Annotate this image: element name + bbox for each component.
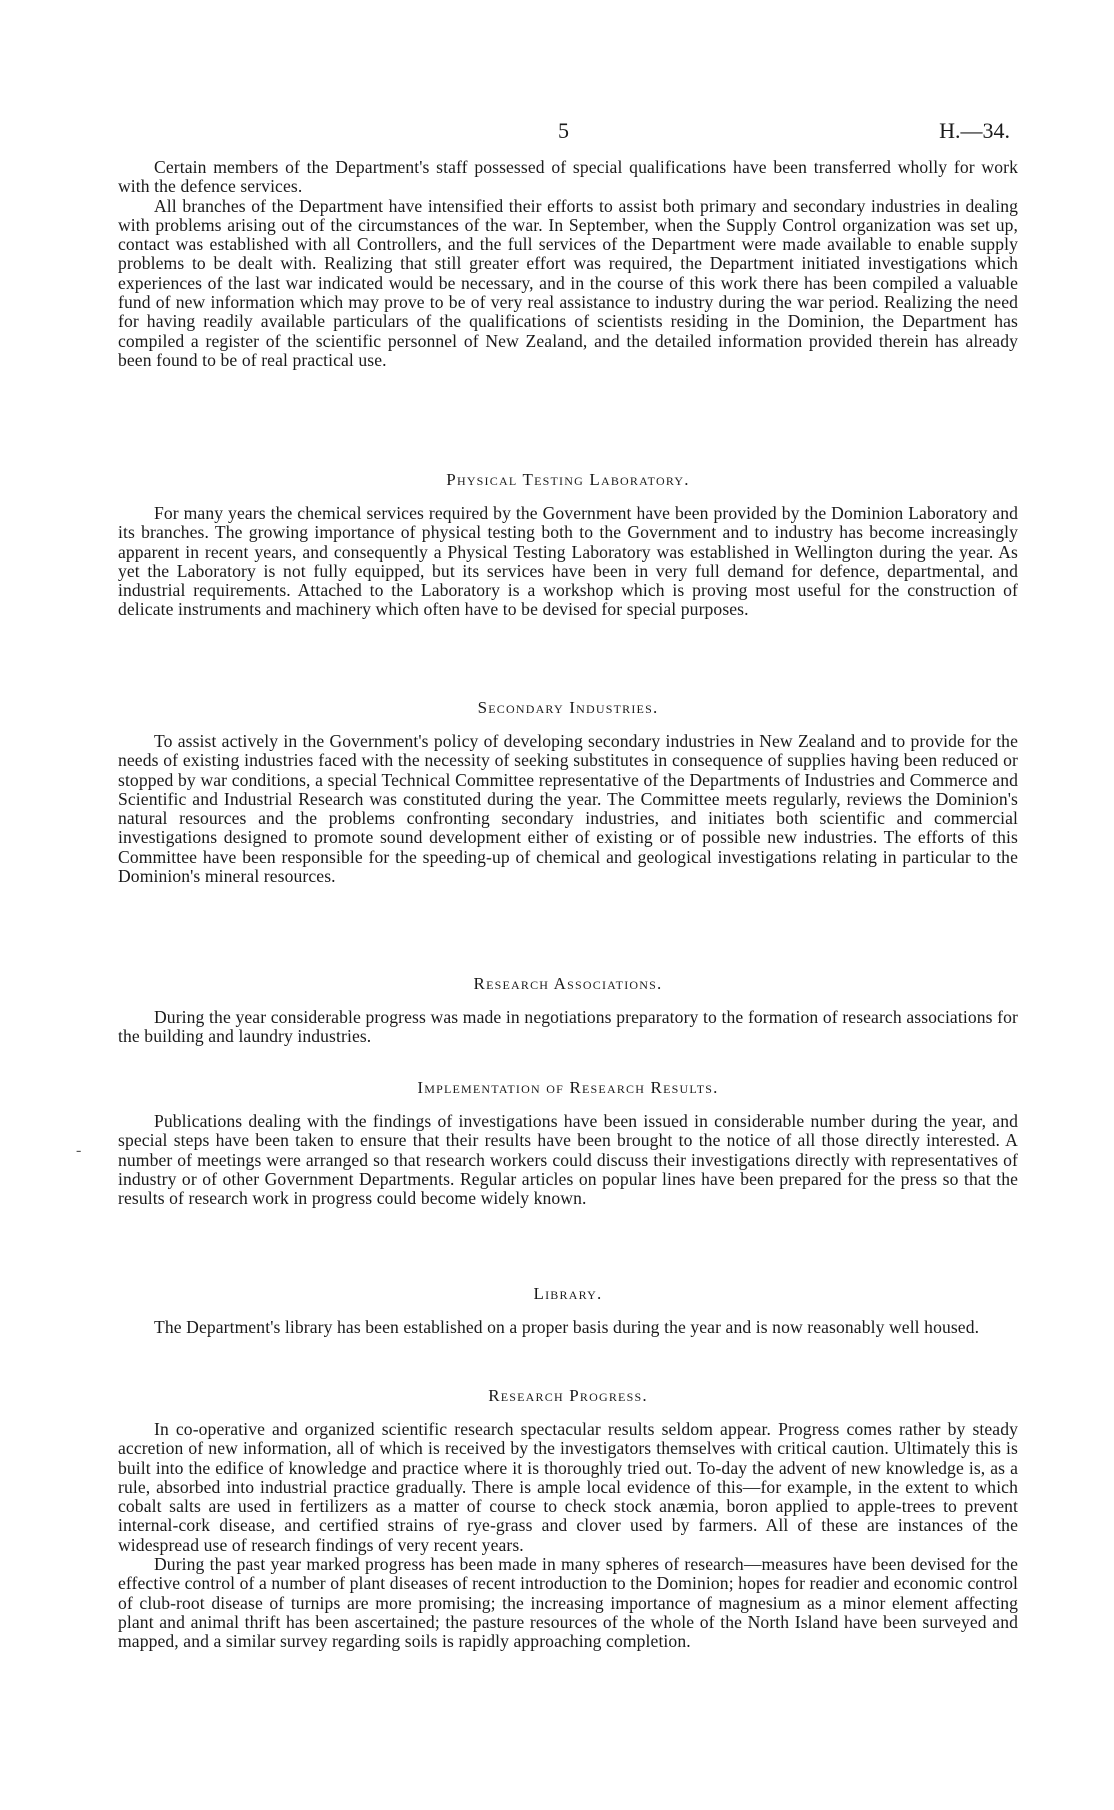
section-heading: Library. <box>533 1284 603 1303</box>
section-library <box>118 1284 1018 1337</box>
section-paragraph: During the year considerable progress was made in negotiations preparatory to the formation of research associations for the building and laundry industries. <box>118 1007 1018 1047</box>
section-paragraph: For many years the chemical services required by the Government have been provided by the Dominion Laboratory and its branches. The growing importance of physical testing both to the Government and to industry has become increasingly apparent in recent years, and consequently a Physical Testing Laboratory was established in Wellington during the year. As yet the Laboratory is not fully equipped, but its services have been in very full demand for defence, departmental, and industrial requirements. Attached to the Laboratory is a workshop which is proving most useful for the construction of delicate instruments and machinery which often have to be devised for special purposes. <box>118 503 1018 620</box>
section-research-progress <box>118 1386 1018 1652</box>
section-heading: Physical Testing Laboratory. <box>446 470 690 489</box>
section-heading: Implementation of Research Results. <box>417 1078 719 1097</box>
section-physical-testing-laboratory <box>118 470 1018 620</box>
section-research-associations <box>118 974 1018 1047</box>
section-heading: Research Progress. <box>488 1386 648 1405</box>
document-reference: H.—34. <box>939 118 1010 143</box>
section-implementation-of-research-results <box>118 1078 1018 1208</box>
section-heading: Research Associations. <box>473 974 663 993</box>
document-page <box>118 118 1018 1652</box>
section-heading: Secondary Industries. <box>477 698 659 717</box>
margin-mark: - <box>76 1142 82 1159</box>
section-secondary-industries <box>118 698 1018 886</box>
page-header <box>118 118 1018 158</box>
section-paragraph: To assist actively in the Government's policy of developing secondary industries in New Zealand and to provide for the needs of existing industries faced with the necessity of seeking substitutes in consequence of supplies having been reduced or stopped by war conditions, a special Technical Committee representative of the Departments of Industries and Commerce and Scientific and Industrial Research was constituted during the year. The Committee meets regularly, reviews the Dominion's natural resources and the problems confronting secondary industries, and initiates both scientific and commercial investigations designed to promote sound development either of existing or of possible new industries. The efforts of this Committee have been responsible for the speeding-up of chemical and geological investigations relating in particular to the Dominion's mineral resources. <box>118 731 1018 887</box>
page-number: 5 <box>558 118 569 143</box>
intro-paragraph-2: All branches of the Department have intensified their efforts to assist both primary and secondary industries in dealing with problems arising out of the circumstances of the war. In September, when the Supply Control organization was set up, contact was established with all Controllers, and the full services of the Department were made available to enable supply problems to be dealt with. Realizing that still greater effort was required, the Department initiated investigations which experiences of the last war indicated would be necessary, and in the course of this work there has been compiled a valuable fund of new information which may prove to be of very real assistance to industry during the war period. Realizing the need for having readily available particulars of the qualifications of scientists residing in the Dominion, the Department has compiled a register of the scientific personnel of New Zealand, and the detailed information provided therein has already been found to be of real practical use. <box>118 195 1018 370</box>
intro-section <box>118 158 1018 370</box>
section-paragraph: Publications dealing with the findings of investigations have been issued in considerable number during the year, and special steps have been taken to ensure that their results have been brought to the notice of all those directly interested. A number of meetings were arranged so that research workers could discuss their investigations directly with representatives of industry or of other Government Departments. Regular articles on popular lines have been prepared for the press so that the results of research work in progress could become widely known. <box>118 1111 1018 1209</box>
section-paragraph: In co-operative and organized scientific research spectacular results seldom appear. Progress comes rather by steady accretion of new information, all of which is received by the investigators themselves with critical caution. Ultimately this is built into the edifice of knowledge and practice where it is thoroughly tried out. To-day the advent of new knowledge is, as a rule, absorbed into industrial practice gradually. There is ample local evidence of this—for example, in the extent to which cobalt salts are used in fertilizers as a matter of course to check stock anæmia, boron applied to apple-trees to prevent internal-cork disease, and certified strains of rye-grass and clover used by farmers. All of these are instances of the widespread use of research findings of very recent years. <box>118 1419 1018 1555</box>
section-paragraph: The Department's library has been established on a proper basis during the year and is now reasonably well housed. <box>154 1317 980 1337</box>
intro-paragraph-1: Certain members of the Department's staff possessed of special qualifications have been transferred wholly for work with the defence services. <box>118 157 1018 197</box>
section-paragraph: During the past year marked progress has been made in many spheres of research—measures have been devised for the effective control of a number of plant diseases of recent introduction to the Dominion; hopes for readier and economic control of club-root disease of turnips are more promising; the increasing importance of magnesium as a minor element affecting plant and animal thrift has been ascertained; the pasture resources of the whole of the North Island have been surveyed and mapped, and a similar survey regarding soils is rapidly approaching completion. <box>118 1554 1018 1652</box>
